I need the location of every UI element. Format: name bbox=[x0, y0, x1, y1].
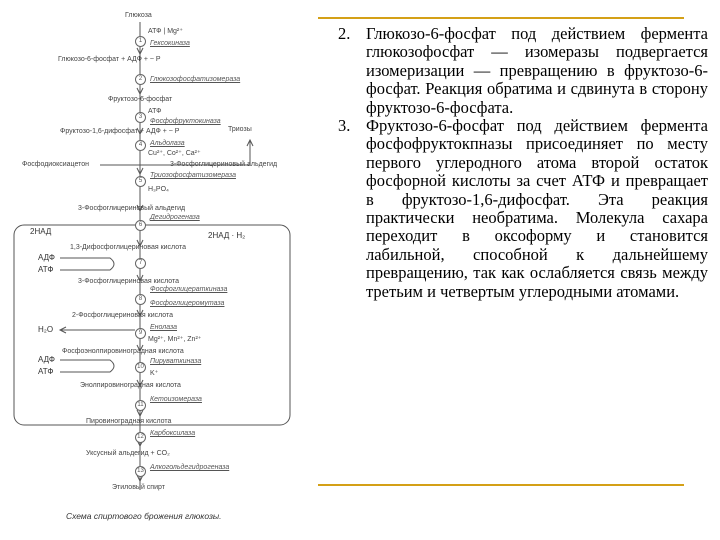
item-body: Глюкозо-6-фосфат под действием фермента глюкозофосфат — изомеразы подвергается изомеризации — превращению в фруктозо-6-фосфат. Реакция обратима и сдвинута в сторону фруктозо-6-фосфата. bbox=[366, 24, 708, 117]
metabolite-ethanol: Этиловый спирт bbox=[112, 484, 165, 491]
item-number: 3. bbox=[338, 116, 351, 136]
cofactor-atp-2: АТФ bbox=[38, 367, 54, 376]
metabolite-p13dpg: 1,3-Дифосфоглицериновая кислота bbox=[70, 244, 186, 251]
cofactor-atp-out: АТФ bbox=[38, 265, 54, 274]
cofactor-adp-2: АДФ bbox=[38, 355, 55, 364]
cofactor-h3po4: H₃PO₄ bbox=[148, 186, 169, 193]
enzyme-13: Алкогольдегидрогеназа bbox=[150, 464, 230, 471]
step-number: 4 bbox=[135, 140, 146, 151]
scheme-caption: Схема спиртового брожения глюкозы. bbox=[66, 511, 222, 521]
enzyme-11: Кетоизомераза bbox=[150, 396, 202, 403]
enzyme-6: Дегидрогеназа bbox=[150, 214, 200, 221]
item-number: 2. bbox=[338, 24, 351, 43]
step-number: 9 bbox=[135, 328, 146, 339]
cofactor-mg-mn-zn: Mg²⁺, Mn²⁺, Zn²⁺ bbox=[148, 336, 202, 343]
step-number: 1 bbox=[135, 36, 146, 47]
step-number: 3 bbox=[135, 112, 146, 123]
step-number: 7 bbox=[135, 258, 146, 269]
cofactor-metals: Cu²⁺, Co²⁺, Ca²⁺ bbox=[148, 150, 201, 157]
metabolite-f16dp: Фруктозо-1,6-дифосфат + АДФ + ~ Р bbox=[60, 128, 180, 135]
enzyme-9: Енолаза bbox=[150, 324, 178, 331]
metabolite-enolpyr: Энолпировиноградная кислота bbox=[80, 382, 181, 389]
metabolite-p3ga: 3-Фосфоглицериновый альдегид bbox=[78, 205, 186, 212]
list-item bbox=[320, 25, 708, 117]
enzyme-4: Альдолаза bbox=[150, 140, 185, 147]
step-number: 12 bbox=[135, 432, 146, 443]
metabolite-p3pg: 3-Фосфоглицериновая кислота bbox=[78, 278, 180, 285]
step-number: 10 bbox=[135, 362, 146, 373]
list-item bbox=[320, 117, 708, 301]
enzyme-5: Триозофосфатизомераза bbox=[150, 172, 236, 179]
enzyme-1: Гексокиназа bbox=[150, 40, 190, 47]
metabolite-f6p: Фруктозо-6-фосфат bbox=[108, 96, 173, 103]
step-number: 6 bbox=[135, 220, 146, 231]
step-number: 5 bbox=[135, 176, 146, 187]
enzyme-2: Глюкозофосфатизомераза bbox=[150, 76, 241, 83]
text-panel bbox=[320, 25, 708, 301]
step-number: 8 bbox=[135, 294, 146, 305]
metabolite-glucose: Глюкоза bbox=[125, 12, 152, 19]
cofactor-atp: АТФ bbox=[148, 108, 162, 115]
metabolite-g6p: Глюкозо-6-фосфат + АДФ + ~ Р bbox=[58, 56, 161, 63]
cofactor-adp: АДФ bbox=[38, 253, 55, 262]
step-number: 13 bbox=[135, 466, 146, 477]
bottom-rule bbox=[318, 484, 684, 486]
top-rule bbox=[318, 17, 684, 19]
metabolite-phospho-dioxyacetone: Фосфодиоксиацетон bbox=[22, 161, 90, 168]
item-body: Фруктозо-6-фосфат под действием фермента фосфофруктокпназы присоединяет по месту первого углеродного атома второй остаток фосфорной кислоты за счет АТФ и превращает в фруктозо-1,6-дифосфат. Эта реакция практически необратима. Молекула сахара переходит в оксоформу и становится лабильной, способной к дальнейшему превращению, так как ослабляется связь между третьим и четвертым углеродными атомами. bbox=[366, 116, 708, 301]
metabolite-acetaldehyde: Уксусный альдегид + CO₂ bbox=[86, 450, 170, 457]
enzyme-12: Карбоксилаза bbox=[150, 430, 196, 437]
metabolite-p2pg: 2-Фосфоглицериновая кислота bbox=[72, 312, 174, 319]
enzyme-10: Пируваткиназа bbox=[150, 358, 202, 365]
enzyme-7: Фосфоглицераткиназа bbox=[150, 286, 228, 293]
cofactor-atp-mg: АТФ | Mg²⁺ bbox=[148, 28, 183, 35]
cofactor-p3ga-small: 3-Фосфоглицериновый альдегид bbox=[170, 161, 278, 168]
metabolite-pep: Фосфоэнолпировиноградная кислота bbox=[62, 348, 184, 355]
enzyme-3: Фосфофруктокиназа bbox=[150, 118, 221, 125]
step-number: 11 bbox=[135, 400, 146, 411]
metabolite-pyruvate: Пировиноградная кислота bbox=[86, 418, 172, 425]
cofactor-nadh: 2НАД · Н₂ bbox=[208, 231, 246, 240]
enzyme-8: Фосфоглицеромутаза bbox=[150, 300, 225, 307]
cofactor-h2o: H₂O bbox=[38, 325, 54, 334]
fermentation-scheme bbox=[0, 0, 310, 540]
step-number: 2 bbox=[135, 74, 146, 85]
cofactor-k: K⁺ bbox=[150, 370, 159, 377]
cofactor-nad: 2НАД bbox=[30, 227, 52, 236]
cofactor-triose: Триозы bbox=[228, 126, 252, 133]
